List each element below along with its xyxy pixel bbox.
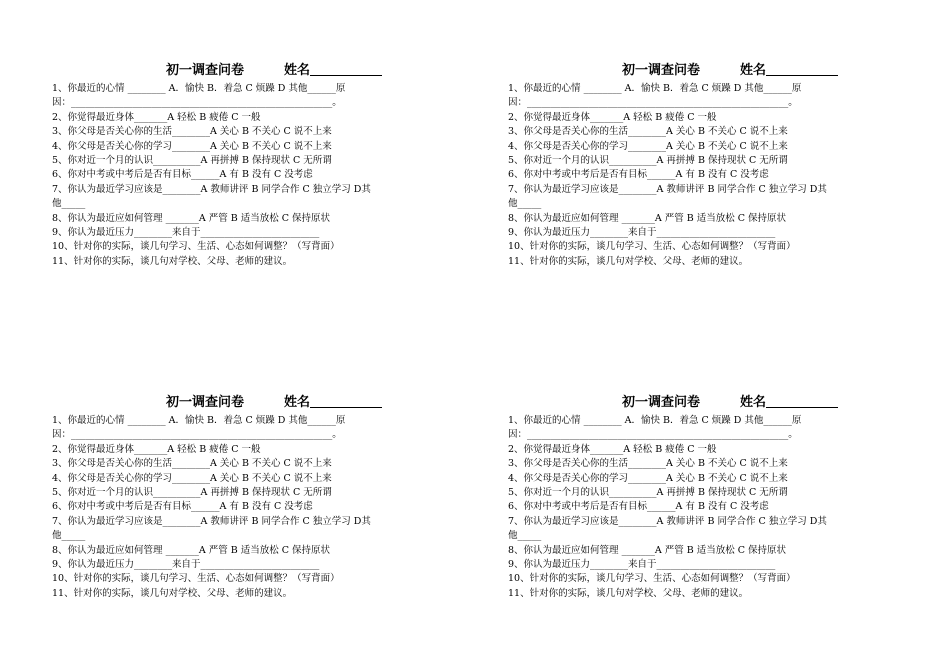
- question-11: 11、针对你的实际，谈几句对学校、父母、老师的建议。: [508, 587, 749, 599]
- question-9: 9、你认为最近压力________来自于_________________________: [52, 226, 320, 238]
- question-9: 9、你认为最近压力________来自于_________________________: [508, 226, 776, 238]
- question-8: 8、你认为最近应如何管理 _______A 严管 B 适当放松 C 保持原状: [52, 212, 331, 224]
- question-1: 1、你最近的心情 ________ A．愉快 B．着急 C 烦躁 D 其他______原: [508, 415, 802, 426]
- question-7: 7、你认为最近学习应该是________A 教师讲评 B 同学合作 C 独立学习 D其: [508, 183, 827, 195]
- question-11: 11、针对你的实际，谈几句对学校、父母、老师的建议。: [52, 587, 293, 599]
- question-3: 3、你父母是否关心你的生活________A 关心 B 不关心 C 说不上来: [508, 458, 788, 470]
- question-5: 5、你对近一个月的认识__________A 再拼搏 B 保持现状 C 无所谓: [52, 154, 332, 166]
- question-4: 4、你父母是否关心你的学习________A 关心 B 不关心 C 说不上来: [508, 472, 788, 484]
- question-11: 11、针对你的实际，谈几句对学校、父母、老师的建议。: [52, 255, 293, 267]
- question-2: 2、你觉得最近身体_______A 轻松 B 疲倦 C 一般: [52, 443, 261, 455]
- name-blank[interactable]: [310, 394, 382, 408]
- question-2: 2、你觉得最近身体_______A 轻松 B 疲倦 C 一般: [508, 443, 717, 455]
- question-10: 10、针对你的实际，谈几句学习、生活、心态如何调整？（写背面）: [508, 241, 796, 253]
- survey-bottom-left: [52, 392, 452, 601]
- question-4: 4、你父母是否关心你的学习________A 关心 B 不关心 C 说不上来: [52, 472, 332, 484]
- question-7-other: 他_____: [508, 530, 542, 542]
- question-8: 8、你认为最近应如何管理 _______A 严管 B 适当放松 C 保持原状: [508, 544, 787, 556]
- question-2: 2、你觉得最近身体_______A 轻松 B 疲倦 C 一般: [508, 111, 717, 123]
- question-1: 1、你最近的心情 ________ A．愉快 B．着急 C 烦躁 D 其他______原: [508, 83, 802, 94]
- question-3: 3、你父母是否关心你的生活________A 关心 B 不关心 C 说不上来: [52, 126, 332, 138]
- name-blank[interactable]: [310, 62, 382, 76]
- question-5: 5、你对近一个月的认识__________A 再拼搏 B 保持现状 C 无所谓: [508, 486, 788, 498]
- question-3: 3、你父母是否关心你的生活________A 关心 B 不关心 C 说不上来: [52, 458, 332, 470]
- question-2: 2、你觉得最近身体_______A 轻松 B 疲倦 C 一般: [52, 111, 261, 123]
- question-7: 7、你认为最近学习应该是________A 教师讲评 B 同学合作 C 独立学习 D其: [508, 515, 827, 527]
- survey-top-right: [508, 60, 908, 269]
- question-1-reason: 因：_______________________________________________________。: [52, 97, 342, 109]
- question-9: 9、你认为最近压力________来自于_________________________: [508, 558, 776, 570]
- question-6: 6、你对中考或中考后是否有目标______A 有 B 没有 C 没考虑: [508, 501, 769, 513]
- question-7-other: 他_____: [52, 198, 86, 210]
- question-1: 1、你最近的心情 ________ A．愉快 B．着急 C 烦躁 D 其他______原: [52, 83, 346, 94]
- question-6: 6、你对中考或中考后是否有目标______A 有 B 没有 C 没考虑: [52, 501, 313, 513]
- question-4: 4、你父母是否关心你的学习________A 关心 B 不关心 C 说不上来: [508, 140, 788, 152]
- name-label: 姓名: [740, 395, 767, 410]
- question-9: 9、你认为最近压力________来自于_________________________: [52, 558, 320, 570]
- question-1-reason: 因：_______________________________________________________。: [52, 429, 342, 441]
- question-1-reason: 因：_______________________________________________________。: [508, 97, 798, 109]
- question-1-reason: 因：_______________________________________________________。: [508, 429, 798, 441]
- question-10: 10、针对你的实际，谈几句学习、生活、心态如何调整？（写背面）: [52, 573, 340, 585]
- name-blank[interactable]: [766, 394, 838, 408]
- survey-title: 初一调查问卷: [622, 63, 701, 78]
- question-8: 8、你认为最近应如何管理 _______A 严管 B 适当放松 C 保持原状: [508, 212, 787, 224]
- name-label: 姓名: [284, 63, 311, 78]
- survey-title: 初一调查问卷: [166, 395, 245, 410]
- question-6: 6、你对中考或中考后是否有目标______A 有 B 没有 C 没考虑: [508, 169, 769, 181]
- survey-header: [52, 60, 452, 82]
- question-7-other: 他_____: [52, 530, 86, 542]
- question-10: 10、针对你的实际，谈几句学习、生活、心态如何调整？（写背面）: [508, 573, 796, 585]
- question-5: 5、你对近一个月的认识__________A 再拼搏 B 保持现状 C 无所谓: [52, 486, 332, 498]
- survey-title: 初一调查问卷: [166, 63, 245, 78]
- survey-top-left: [52, 60, 452, 269]
- name-blank[interactable]: [766, 62, 838, 76]
- question-3: 3、你父母是否关心你的生活________A 关心 B 不关心 C 说不上来: [508, 126, 788, 138]
- question-7: 7、你认为最近学习应该是________A 教师讲评 B 同学合作 C 独立学习 D其: [52, 515, 371, 527]
- survey-header: [52, 392, 452, 414]
- question-8: 8、你认为最近应如何管理 _______A 严管 B 适当放松 C 保持原状: [52, 544, 331, 556]
- question-11: 11、针对你的实际，谈几句对学校、父母、老师的建议。: [508, 255, 749, 267]
- question-4: 4、你父母是否关心你的学习________A 关心 B 不关心 C 说不上来: [52, 140, 332, 152]
- question-7: 7、你认为最近学习应该是________A 教师讲评 B 同学合作 C 独立学习 D其: [52, 183, 371, 195]
- question-7-other: 他_____: [508, 198, 542, 210]
- survey-header: [508, 392, 908, 414]
- survey-bottom-right: [508, 392, 908, 601]
- name-label: 姓名: [284, 395, 311, 410]
- question-10: 10、针对你的实际，谈几句学习、生活、心态如何调整？（写背面）: [52, 241, 340, 253]
- question-6: 6、你对中考或中考后是否有目标______A 有 B 没有 C 没考虑: [52, 169, 313, 181]
- name-label: 姓名: [740, 63, 767, 78]
- question-5: 5、你对近一个月的认识__________A 再拼搏 B 保持现状 C 无所谓: [508, 154, 788, 166]
- survey-header: [508, 60, 908, 82]
- survey-title: 初一调查问卷: [622, 395, 701, 410]
- question-1: 1、你最近的心情 ________ A．愉快 B．着急 C 烦躁 D 其他______原: [52, 415, 346, 426]
